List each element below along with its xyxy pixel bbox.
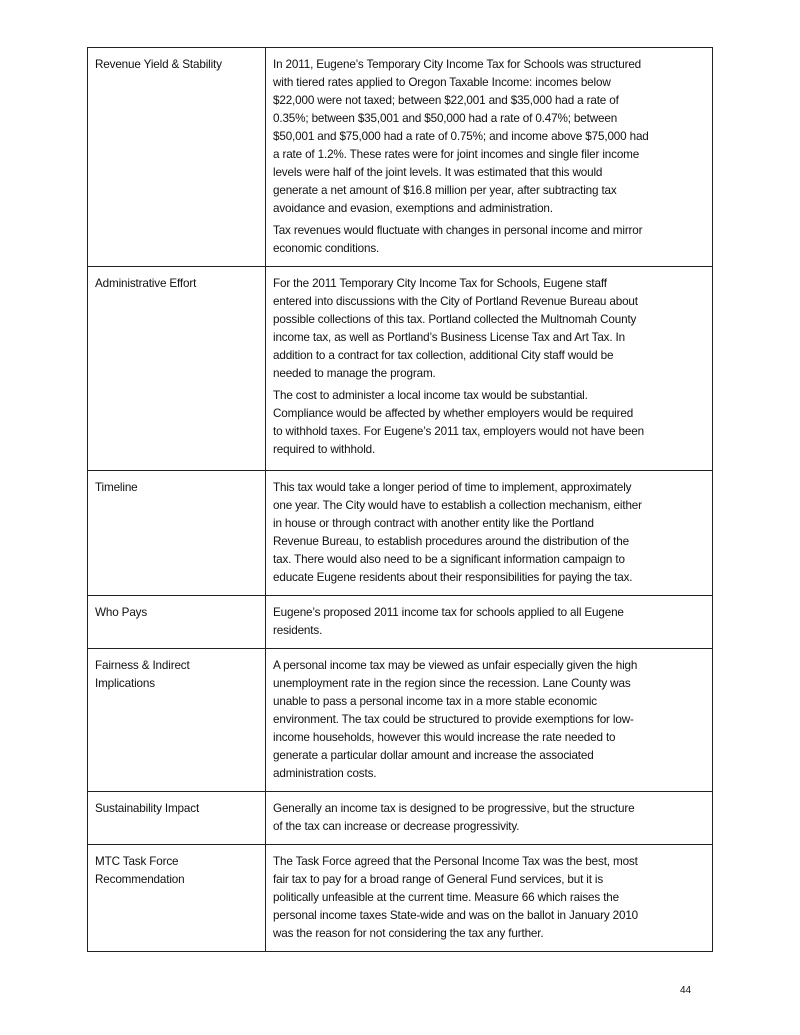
text-line: required to withhold.	[273, 443, 376, 456]
paragraph	[273, 275, 706, 383]
text-line: tax. There would also need to be a significant information campaign to	[273, 553, 625, 566]
text-line: to withhold taxes. For Eugene’s 2011 tax, employers would not have been	[273, 425, 644, 438]
text-line: one year. The City would have to establish a collection mechanism, either	[273, 499, 642, 512]
text-line: economic conditions.	[273, 242, 380, 255]
row-label-line: MTC Task Force	[95, 855, 179, 868]
row-label	[88, 792, 266, 845]
text-line: entered into discussions with the City of Portland Revenue Bureau about	[273, 295, 638, 308]
text-line: of the tax can increase or decrease progressivity.	[273, 820, 520, 833]
row-label	[88, 471, 266, 596]
text-line: possible collections of this tax. Portland collected the Multnomah County	[273, 313, 637, 326]
text-line: fair tax to pay for a broad range of General Fund services, but it is	[273, 873, 604, 886]
page-number: 44	[680, 985, 692, 996]
text-line: politically unfeasible at the current time. Measure 66 which raises the	[273, 891, 619, 904]
paragraph	[273, 56, 706, 218]
text-line: with tiered rates applied to Oregon Taxable Income: incomes below	[273, 76, 611, 89]
paragraph	[273, 387, 706, 459]
row-label-line: Sustainability Impact	[95, 802, 200, 815]
text-line: This tax would take a longer period of time to implement, approximately	[273, 481, 632, 494]
row-content	[266, 845, 713, 952]
paragraph	[273, 604, 706, 640]
text-line: The Task Force agreed that the Personal Income Tax was the best, most	[273, 855, 638, 868]
table-row	[88, 596, 713, 649]
text-line: Compliance would be affected by whether employers would be required	[273, 407, 634, 420]
text-line: A personal income tax may be viewed as unfair especially given the high	[273, 659, 638, 672]
row-label-line: Timeline	[95, 481, 138, 494]
text-line: Generally an income tax is designed to be progressive, but the structure	[273, 802, 635, 815]
row-label-line: Implications	[95, 677, 155, 690]
text-line: Eugene’s proposed 2011 income tax for schools applied to all Eugene	[273, 606, 624, 619]
table-row	[88, 267, 713, 471]
text-line: unable to pass a personal income tax in a more stable economic	[273, 695, 597, 708]
table-row	[88, 471, 713, 596]
row-content	[266, 48, 713, 267]
text-line: educate Eugene residents about their responsibilities for paying the tax.	[273, 571, 633, 584]
row-label	[88, 596, 266, 649]
row-label	[88, 845, 266, 952]
text-line: levels were half of the joint levels. It was estimated that this would	[273, 166, 603, 179]
text-line: income households, however this would increase the rate needed to	[273, 731, 616, 744]
text-line: residents.	[273, 624, 323, 637]
text-line: avoidance and evasion, exemptions and administration.	[273, 202, 553, 215]
row-content	[266, 596, 713, 649]
table-row	[88, 792, 713, 845]
text-line: $22,000 were not taxed; between $22,001 and $35,000 had a rate of	[273, 94, 619, 107]
paragraph	[273, 222, 706, 258]
text-line: generate a particular dollar amount and increase the associated	[273, 749, 594, 762]
table-row	[88, 845, 713, 952]
text-line: Tax revenues would fluctuate with changes in personal income and mirror	[273, 224, 643, 237]
row-content	[266, 267, 713, 471]
row-label	[88, 267, 266, 471]
text-line: The cost to administer a local income tax would be substantial.	[273, 389, 588, 402]
row-content	[266, 471, 713, 596]
row-label-line: Who Pays	[95, 606, 148, 619]
text-line: unemployment rate in the region since the recession. Lane County was	[273, 677, 631, 690]
evaluation-table	[87, 47, 713, 952]
row-label	[88, 649, 266, 792]
paragraph	[273, 853, 706, 943]
text-line: environment. The tax could be structured to provide exemptions for low-	[273, 713, 634, 726]
text-line: a rate of 1.2%. These rates were for joint incomes and single filer income	[273, 148, 640, 161]
row-label-line: Revenue Yield & Stability	[95, 58, 222, 71]
table-row	[88, 649, 713, 792]
row-label	[88, 48, 266, 267]
text-line: addition to a contract for tax collection, additional City staff would be	[273, 349, 614, 362]
text-line: $50,001 and $75,000 had a rate of 0.75%; and income above $75,000 had	[273, 130, 649, 143]
paragraph	[273, 800, 706, 836]
text-line: income tax, as well as Portland’s Business License Tax and Art Tax. In	[273, 331, 626, 344]
paragraph	[273, 479, 706, 587]
row-label-line: Fairness & Indirect	[95, 659, 190, 672]
text-line: in house or through contract with another entity like the Portland	[273, 517, 594, 530]
text-line: administration costs.	[273, 767, 377, 780]
paragraph	[273, 657, 706, 783]
text-line: generate a net amount of $16.8 million per year, after subtracting tax	[273, 184, 617, 197]
text-line: personal income taxes State-wide and was on the ballot in January 2010	[273, 909, 639, 922]
text-line: was the reason for not considering the tax any further.	[273, 927, 544, 940]
row-content	[266, 792, 713, 845]
text-line: In 2011, Eugene’s Temporary City Income Tax for Schools was structured	[273, 58, 642, 71]
text-line: For the 2011 Temporary City Income Tax for Schools, Eugene staff	[273, 277, 607, 290]
text-line: needed to manage the program.	[273, 367, 436, 380]
text-line: Revenue Bureau, to establish procedures around the distribution of the	[273, 535, 629, 548]
text-line: 0.35%; between $35,001 and $50,000 had a rate of 0.47%; between	[273, 112, 618, 125]
table-row	[88, 48, 713, 267]
row-label-line: Administrative Effort	[95, 277, 197, 290]
row-content	[266, 649, 713, 792]
row-label-line: Recommendation	[95, 873, 185, 886]
